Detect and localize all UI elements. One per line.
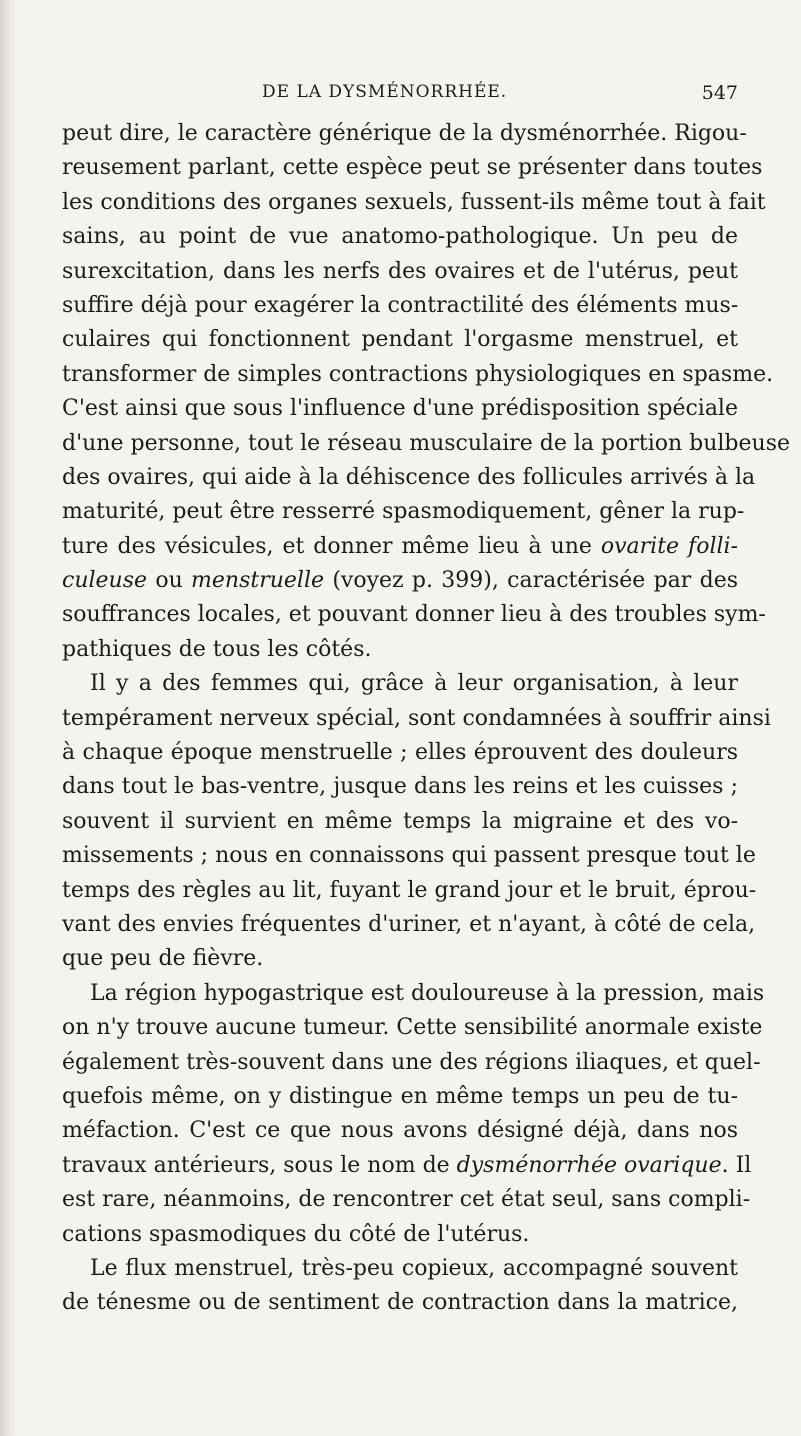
text-line: dans tout le bas-ventre, jusque dans les reins et les cuisses ; (62, 774, 738, 800)
text-line: Le flux menstruel, très-peu copieux, accompagné souvent (90, 1255, 738, 1281)
page-number: 547 (701, 82, 738, 104)
text-line: transformer de simples contractions physiologiques en spasme. (62, 361, 774, 387)
text-line: sains, au point de vue anatomo-pathologique. Un peu de (62, 224, 738, 250)
text-line: tempérament nerveux spécial, sont condamnées à souffrir ainsi (62, 705, 771, 731)
text-line: reusement parlant, cette espèce peut se présenter dans toutes (62, 155, 763, 181)
text-line: suffire déjà pour exagérer la contractilité des éléments mus- (62, 292, 739, 318)
text-line: méfaction. C'est ce que nous avons désigné déjà, dans nos (62, 1118, 738, 1144)
running-head (62, 82, 738, 112)
text-line: missements ; nous en connaissons qui passent presque tout le (62, 843, 756, 869)
text-line: ture des vésicules, et donner même lieu à une ovarite folli- (62, 533, 738, 559)
italic-term: dysménorrhée ovarique (456, 1152, 722, 1178)
text-line: surexcitation, dans les nerfs des ovaires et de l'utérus, peut (62, 258, 738, 284)
text-line: culeuse ou menstruelle (voyez p. 399), caractérisée par des (62, 568, 738, 594)
text-line: peut dire, le caractère générique de la dysménorrhée. Rigou- (62, 121, 747, 146)
text-line: on n'y trouve aucune tumeur. Cette sensibilité anormale existe (62, 1015, 763, 1041)
running-title: DE LA DYSMÉNORRHÉE. (262, 82, 508, 102)
italic-term: ovarite folli- (600, 533, 738, 559)
italic-term: culeuse (62, 568, 148, 594)
text-line: d'une personne, tout le réseau musculaire de la portion bulbeuse (62, 430, 791, 456)
text-line: pathiques de tous les côtés. (62, 636, 372, 662)
text-line: culaires qui fonctionnent pendant l'orgasme menstruel, et (62, 327, 738, 353)
body-text (62, 117, 791, 1321)
text-line: des ovaires, qui aide à la déhiscence des follicules arrivés à la (62, 464, 756, 490)
text-line: maturité, peut être resserré spasmodiquement, gêner la rup- (62, 499, 745, 525)
text-line: est rare, néanmoins, de rencontrer cet état seul, sans compli- (62, 1187, 751, 1213)
text-line: travaux antérieurs, sous le nom de dysménorrhée ovarique. Il (62, 1152, 752, 1178)
italic-term: menstruelle (191, 568, 325, 594)
text-line: quefois même, on y distingue en même temps un peu de tu- (62, 1083, 738, 1109)
text-line: C'est ainsi que sous l'influence d'une prédisposition spéciale (62, 396, 738, 422)
text-line: souffrances locales, et pouvant donner lieu à des troubles sym- (62, 602, 766, 628)
text-line: Il y a des femmes qui, grâce à leur organisation, à leur (90, 671, 738, 697)
text-line: également très-souvent dans une des régions iliaques, et quel- (62, 1049, 761, 1075)
text-line: La région hypogastrique est douloureuse à la pression, mais (90, 980, 765, 1006)
text-line: de ténesme ou de sentiment de contraction dans la matrice, (62, 1290, 738, 1316)
text-line: souvent il survient en même temps la migraine et des vo- (62, 808, 738, 834)
text-line: que peu de fièvre. (62, 946, 264, 972)
text-line: vant des envies fréquentes d'uriner, et n'ayant, à côté de cela, (62, 911, 756, 937)
text-line: temps des règles au lit, fuyant le grand jour et le bruit, éprou- (62, 877, 757, 903)
text-line: cations spasmodiques du côté de l'utérus. (62, 1221, 530, 1247)
text-line: les conditions des organes sexuels, fussent-ils même tout à fait (62, 189, 766, 215)
page-edge-shadow (0, 0, 16, 1436)
text-line: à chaque époque menstruelle ; elles éprouvent des douleurs (62, 740, 738, 766)
